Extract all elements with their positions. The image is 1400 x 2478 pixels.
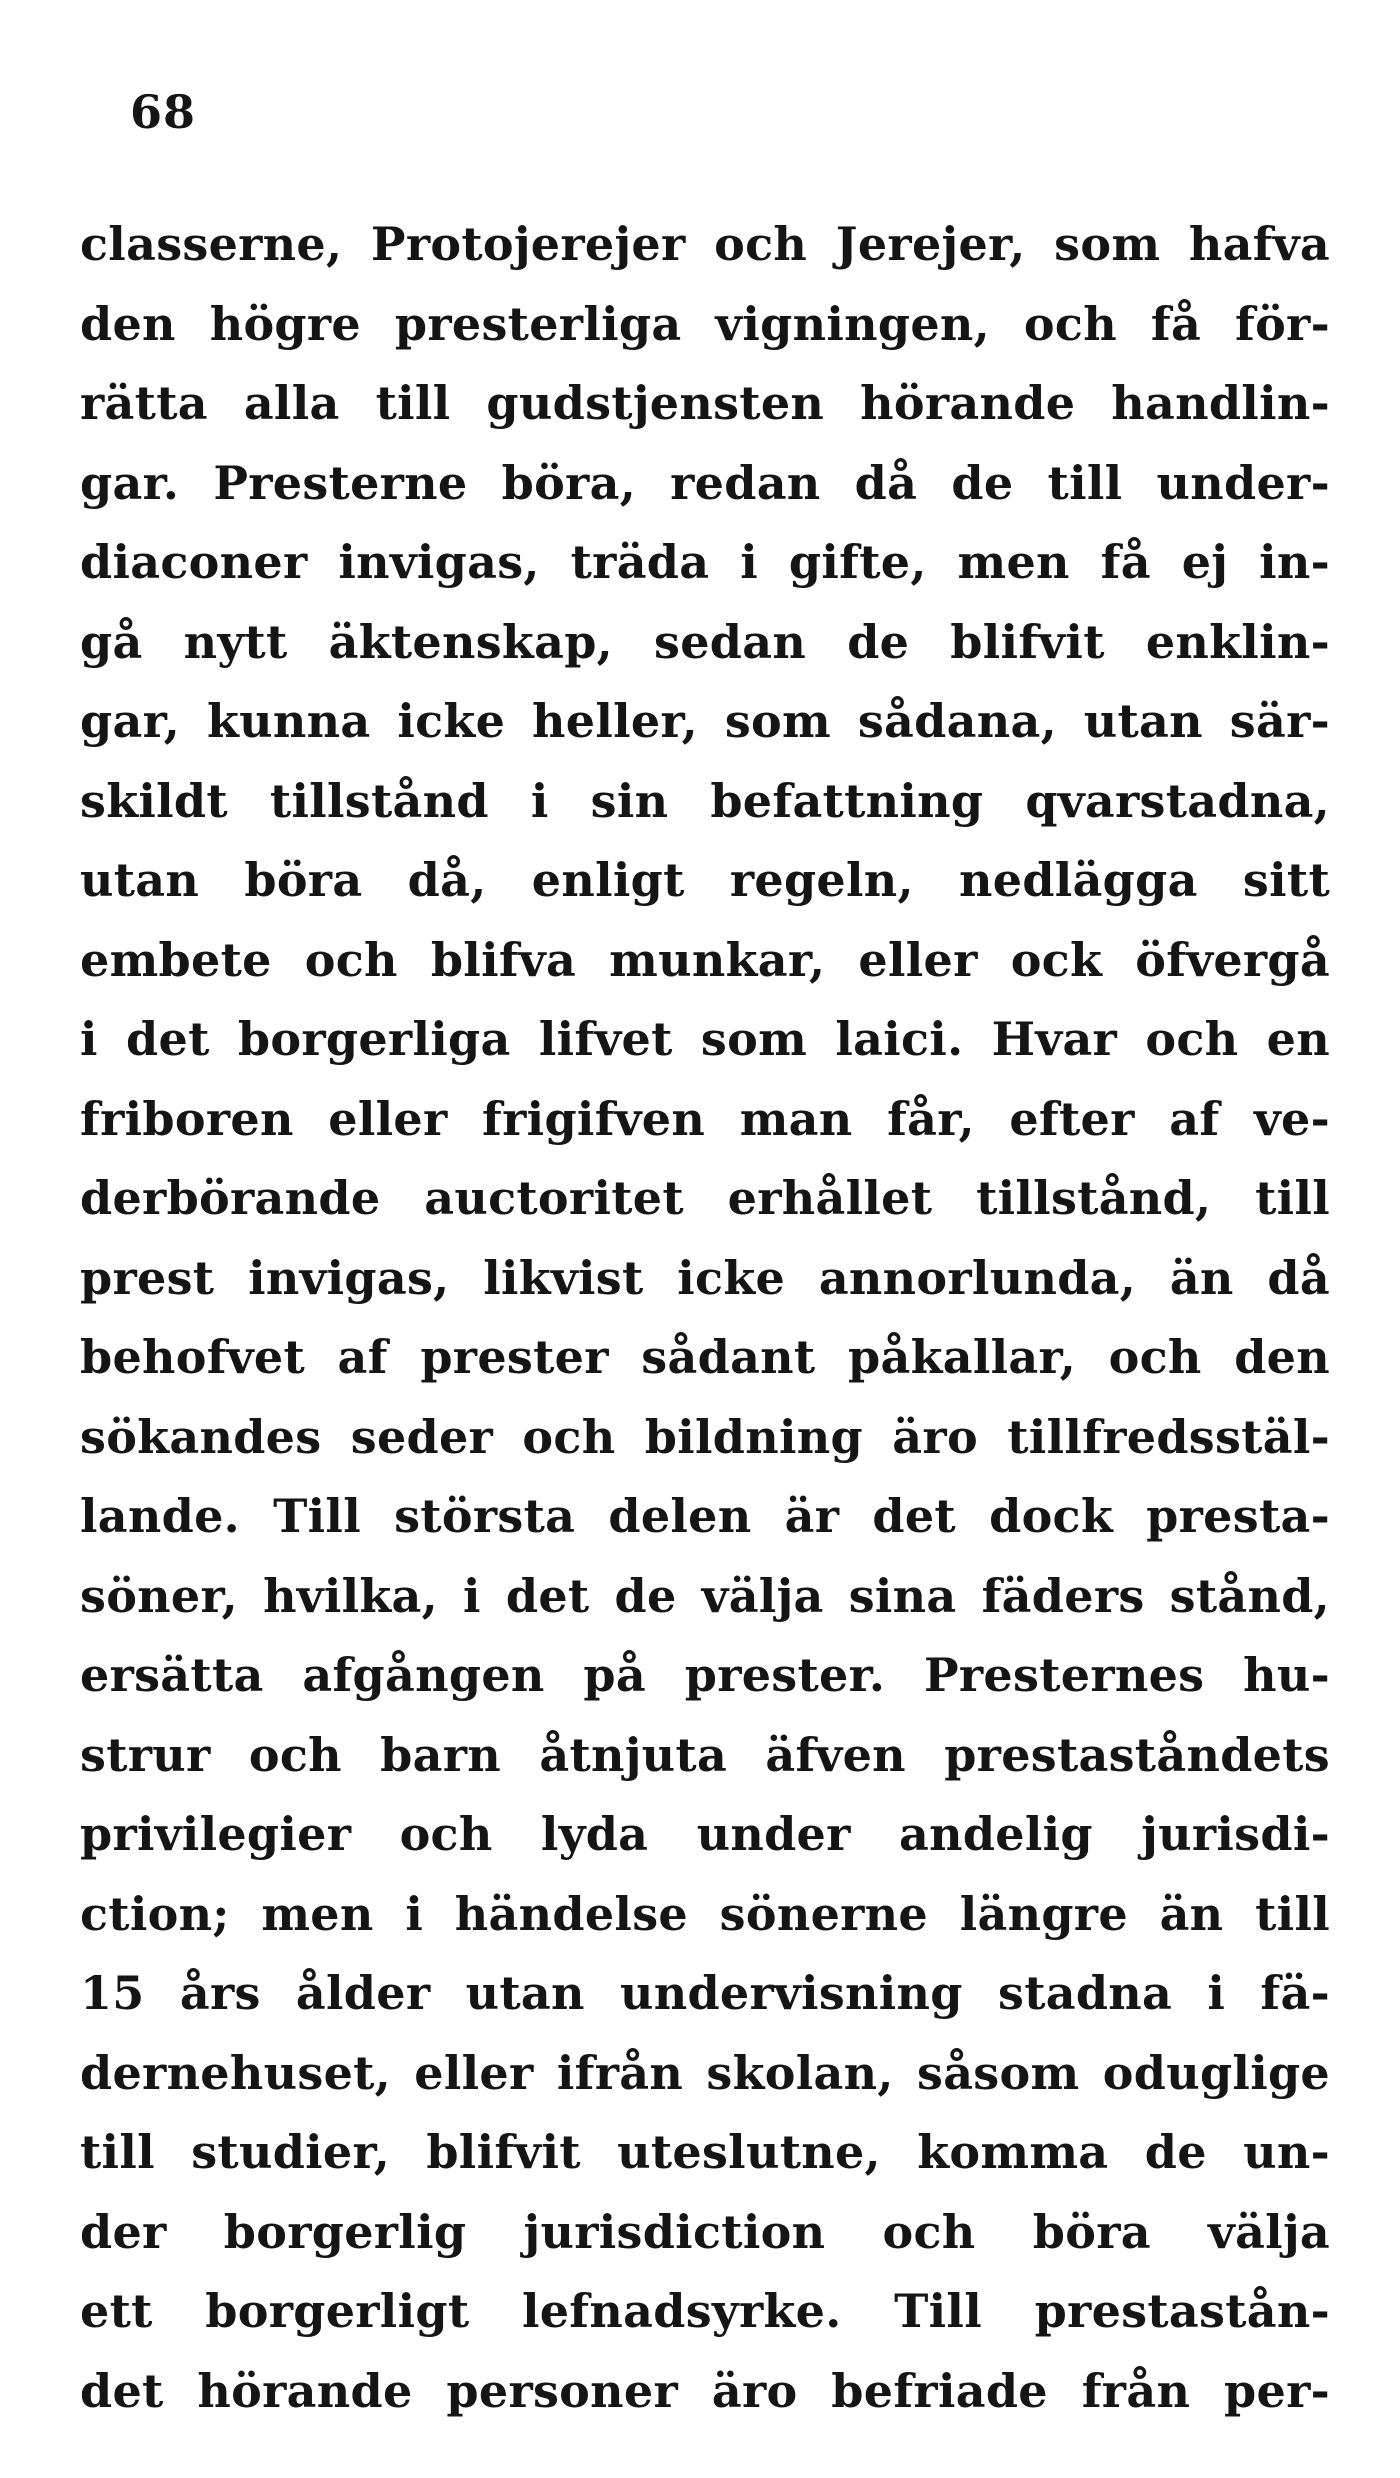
- text-line: derbörande auctoritet erhållet tillstånd, till: [80, 1171, 1330, 1225]
- text-line: prest invigas, likvist icke annorlunda, än då: [80, 1250, 1330, 1305]
- text-line: skildt tillstånd i sin befattning qvarstadna,: [80, 773, 1330, 828]
- text-line: dernehuset, eller ifrån skolan, såsom oduglige: [80, 2045, 1330, 2100]
- text-line: privilegier och lyda under andelig jurisdi-: [80, 1807, 1330, 1861]
- text-line: embete och blifva munkar, eller ock öfvergå: [80, 932, 1330, 987]
- text-line: friboren eller frigifven man får, efter af ve-: [80, 1091, 1330, 1146]
- text-line: classerne, Protojerejer och Jerejer, som hafva: [80, 217, 1330, 271]
- text-line: ersätta afgången på prester. Presternes hu-: [80, 1648, 1330, 1702]
- text-line: den högre presterliga vigningen, och få för-: [80, 296, 1330, 351]
- text-line: gå nytt äktenskap, sedan de blifvit enklin-: [80, 614, 1330, 669]
- text-line: behofvet af prester sådant påkallar, och den: [80, 1330, 1330, 1384]
- text-line: till studier, blifvit uteslutne, komma de un-: [80, 2125, 1330, 2179]
- text-line: strur och barn åtnjuta äfven prestaståndets: [80, 1727, 1330, 1782]
- text-line: ction; men i händelse sönerne längre än till: [80, 1886, 1330, 1941]
- text-line: gar. Presterne böra, redan då de till under-: [80, 455, 1330, 510]
- text-line: söner, hvilka, i det de välja sina fäders stånd,: [80, 1568, 1330, 1623]
- text-line: lande. Till största delen är det dock presta-: [80, 1489, 1330, 1543]
- text-line: sökandes seder och bildning äro tillfredsstäl-: [80, 1409, 1330, 1464]
- text-line: ett borgerligt lefnadsyrke. Till prestastån-: [80, 2284, 1330, 2338]
- text-line: 15 års ålder utan undervisning stadna i fä-: [80, 1966, 1330, 2020]
- text-line: i det borgerliga lifvet som laici. Hvar och en: [80, 1012, 1330, 1066]
- page-number: 68: [130, 85, 197, 139]
- text-line: gar, kunna icke heller, som sådana, utan sär-: [80, 694, 1330, 748]
- text-line: det hörande personer äro befriade från per-: [80, 2363, 1330, 2418]
- text-line: utan böra då, enligt regeln, nedlägga sitt: [80, 853, 1330, 907]
- text-line: diaconer invigas, träda i gifte, men få ej in-: [80, 535, 1330, 589]
- text-line: rätta alla till gudstjensten hörande handlin-: [80, 376, 1330, 430]
- body-text: [80, 205, 1330, 2431]
- text-line: der borgerlig jurisdiction och böra välja: [80, 2204, 1330, 2259]
